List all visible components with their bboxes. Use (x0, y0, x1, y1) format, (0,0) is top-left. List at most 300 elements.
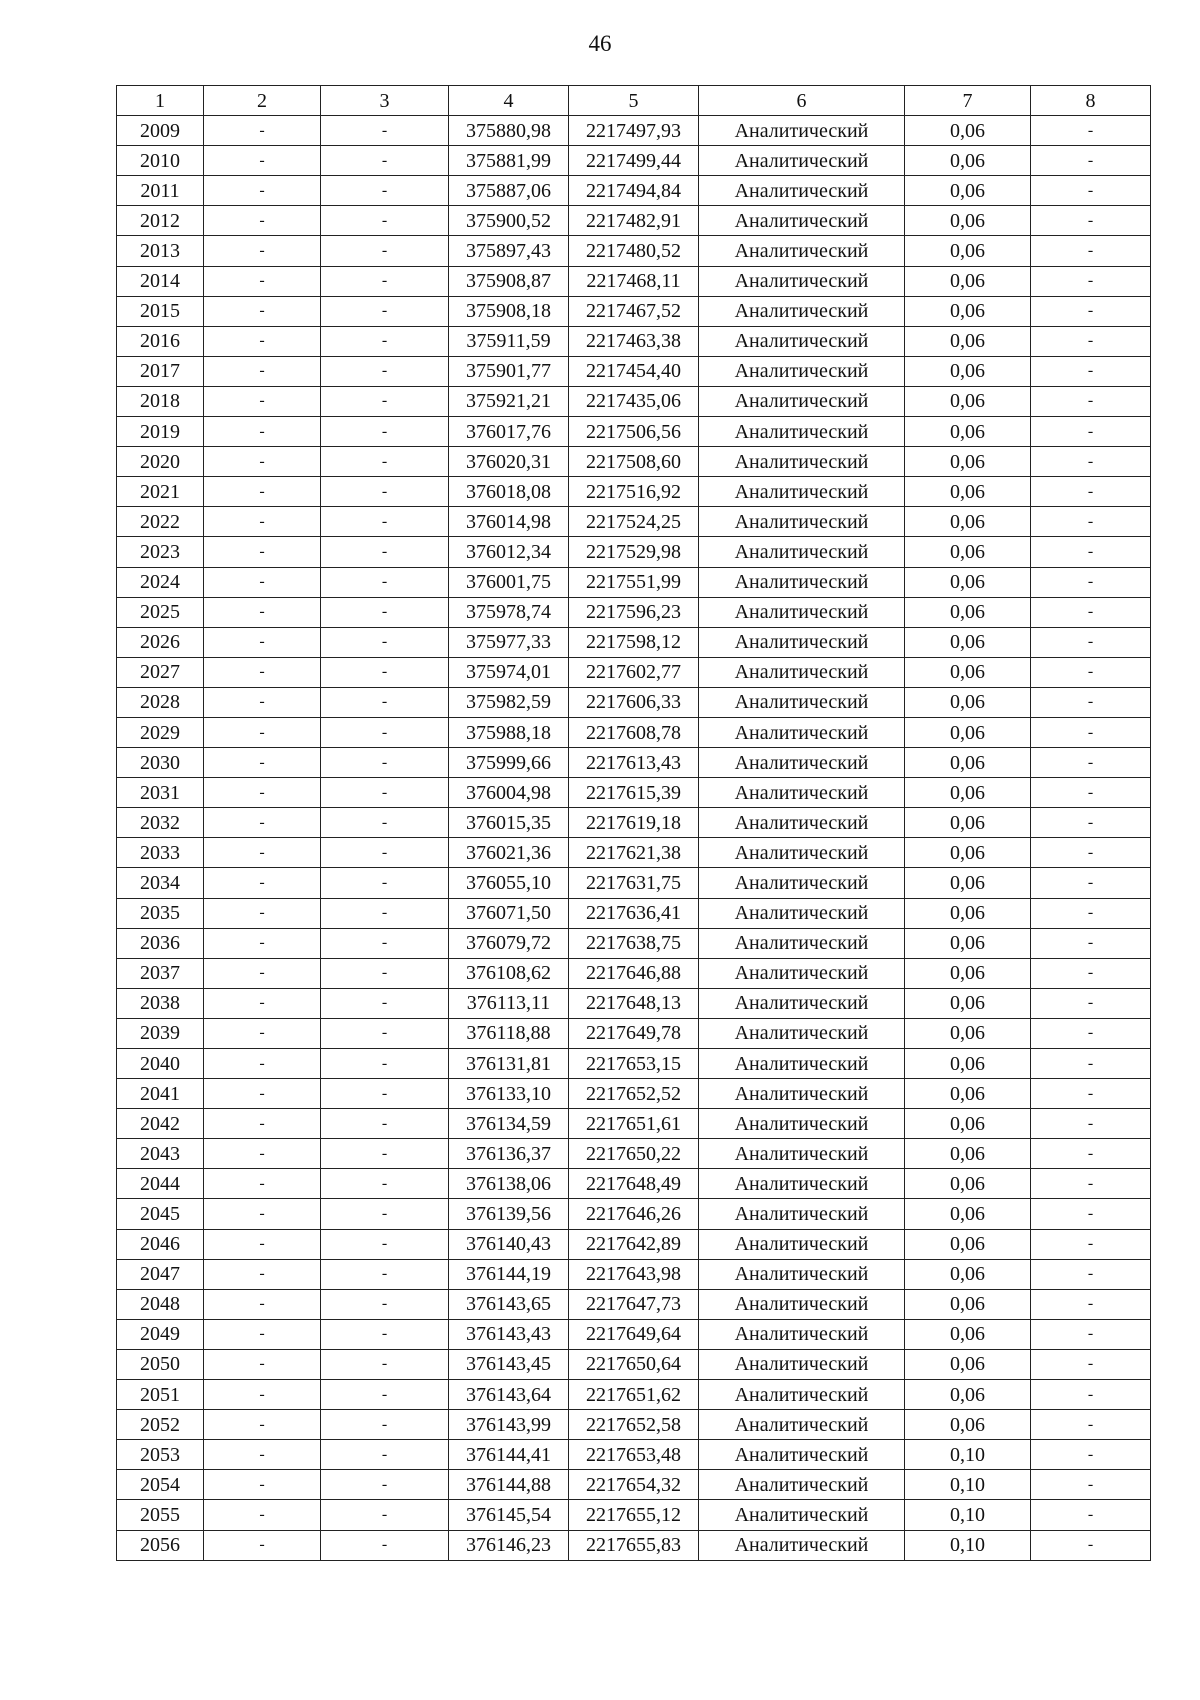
y-coordinate-cell: 2217524,25 (569, 507, 699, 537)
col-8-value-cell: - (1031, 808, 1151, 838)
precision-cell: 0,06 (905, 236, 1031, 266)
y-coordinate-cell: 2217650,22 (569, 1139, 699, 1169)
col-2-value-cell: - (204, 928, 321, 958)
column-header: 8 (1031, 86, 1151, 116)
method-cell: Аналитический (699, 988, 905, 1018)
method-cell: Аналитический (699, 1049, 905, 1079)
y-coordinate-cell: 2217648,13 (569, 988, 699, 1018)
col-8-value-cell: - (1031, 1349, 1151, 1379)
method-cell: Аналитический (699, 1229, 905, 1259)
precision-cell: 0,06 (905, 808, 1031, 838)
precision-cell: 0,06 (905, 296, 1031, 326)
col-2-value-cell: - (204, 386, 321, 416)
table-row (117, 567, 1151, 597)
point-number-cell: 2055 (117, 1500, 204, 1530)
precision-cell: 0,06 (905, 417, 1031, 447)
col-2-value-cell: - (204, 296, 321, 326)
precision-cell: 0,06 (905, 958, 1031, 988)
col-3-value-cell: - (321, 717, 449, 747)
point-number-cell: 2054 (117, 1470, 204, 1500)
col-3-value-cell: - (321, 868, 449, 898)
precision-cell: 0,06 (905, 1229, 1031, 1259)
y-coordinate-cell: 2217598,12 (569, 627, 699, 657)
col-2-value-cell: - (204, 447, 321, 477)
col-2-value-cell: - (204, 1440, 321, 1470)
col-8-value-cell: - (1031, 748, 1151, 778)
method-cell: Аналитический (699, 1139, 905, 1169)
table-row (117, 898, 1151, 928)
method-cell: Аналитический (699, 1018, 905, 1048)
method-cell: Аналитический (699, 1199, 905, 1229)
method-cell: Аналитический (699, 838, 905, 868)
point-number-cell: 2012 (117, 206, 204, 236)
table-row (117, 1470, 1151, 1500)
method-cell: Аналитический (699, 146, 905, 176)
col-2-value-cell: - (204, 356, 321, 386)
x-coordinate-cell: 376133,10 (449, 1079, 569, 1109)
point-number-cell: 2025 (117, 597, 204, 627)
point-number-cell: 2034 (117, 868, 204, 898)
y-coordinate-cell: 2217621,38 (569, 838, 699, 868)
y-coordinate-cell: 2217468,11 (569, 266, 699, 296)
y-coordinate-cell: 2217655,83 (569, 1530, 699, 1560)
col-2-value-cell: - (204, 266, 321, 296)
x-coordinate-cell: 376004,98 (449, 778, 569, 808)
precision-cell: 0,06 (905, 1109, 1031, 1139)
precision-cell: 0,06 (905, 1349, 1031, 1379)
table-row (117, 958, 1151, 988)
table-row (117, 868, 1151, 898)
point-number-cell: 2048 (117, 1289, 204, 1319)
x-coordinate-cell: 375921,21 (449, 386, 569, 416)
col-2-value-cell: - (204, 326, 321, 356)
col-3-value-cell: - (321, 1049, 449, 1079)
x-coordinate-cell: 376146,23 (449, 1530, 569, 1560)
y-coordinate-cell: 2217499,44 (569, 146, 699, 176)
x-coordinate-cell: 376071,50 (449, 898, 569, 928)
precision-cell: 0,06 (905, 386, 1031, 416)
table-body (117, 116, 1151, 1561)
col-8-value-cell: - (1031, 928, 1151, 958)
col-8-value-cell: - (1031, 1229, 1151, 1259)
col-2-value-cell: - (204, 748, 321, 778)
table-row (117, 1139, 1151, 1169)
col-2-value-cell: - (204, 657, 321, 687)
table-row (117, 417, 1151, 447)
precision-cell: 0,06 (905, 1410, 1031, 1440)
col-2-value-cell: - (204, 627, 321, 657)
col-3-value-cell: - (321, 236, 449, 266)
y-coordinate-cell: 2217651,62 (569, 1380, 699, 1410)
x-coordinate-cell: 375982,59 (449, 687, 569, 717)
method-cell: Аналитический (699, 808, 905, 838)
point-number-cell: 2037 (117, 958, 204, 988)
col-3-value-cell: - (321, 507, 449, 537)
y-coordinate-cell: 2217506,56 (569, 417, 699, 447)
x-coordinate-cell: 375908,87 (449, 266, 569, 296)
x-coordinate-cell: 375977,33 (449, 627, 569, 657)
col-8-value-cell: - (1031, 1470, 1151, 1500)
table-row (117, 386, 1151, 416)
table-row (117, 507, 1151, 537)
precision-cell: 0,06 (905, 116, 1031, 146)
y-coordinate-cell: 2217647,73 (569, 1289, 699, 1319)
point-number-cell: 2044 (117, 1169, 204, 1199)
table-row (117, 447, 1151, 477)
col-3-value-cell: - (321, 1470, 449, 1500)
x-coordinate-cell: 375911,59 (449, 326, 569, 356)
point-number-cell: 2056 (117, 1530, 204, 1560)
col-8-value-cell: - (1031, 778, 1151, 808)
table-row (117, 748, 1151, 778)
table-row (117, 1349, 1151, 1379)
col-3-value-cell: - (321, 537, 449, 567)
col-8-value-cell: - (1031, 1259, 1151, 1289)
precision-cell: 0,06 (905, 778, 1031, 808)
col-2-value-cell: - (204, 1349, 321, 1379)
precision-cell: 0,06 (905, 1139, 1031, 1169)
col-2-value-cell: - (204, 146, 321, 176)
col-8-value-cell: - (1031, 477, 1151, 507)
col-8-value-cell: - (1031, 1319, 1151, 1349)
point-number-cell: 2052 (117, 1410, 204, 1440)
col-2-value-cell: - (204, 597, 321, 627)
col-2-value-cell: - (204, 1018, 321, 1048)
col-3-value-cell: - (321, 266, 449, 296)
col-3-value-cell: - (321, 1018, 449, 1048)
method-cell: Аналитический (699, 868, 905, 898)
y-coordinate-cell: 2217602,77 (569, 657, 699, 687)
col-3-value-cell: - (321, 597, 449, 627)
precision-cell: 0,06 (905, 1289, 1031, 1319)
col-8-value-cell: - (1031, 988, 1151, 1018)
point-number-cell: 2043 (117, 1139, 204, 1169)
table-row (117, 1259, 1151, 1289)
y-coordinate-cell: 2217608,78 (569, 717, 699, 747)
col-3-value-cell: - (321, 567, 449, 597)
method-cell: Аналитический (699, 627, 905, 657)
col-8-value-cell: - (1031, 386, 1151, 416)
col-8-value-cell: - (1031, 717, 1151, 747)
x-coordinate-cell: 376143,64 (449, 1380, 569, 1410)
col-8-value-cell: - (1031, 898, 1151, 928)
col-8-value-cell: - (1031, 1410, 1151, 1440)
y-coordinate-cell: 2217516,92 (569, 477, 699, 507)
precision-cell: 0,06 (905, 838, 1031, 868)
table-row (117, 1319, 1151, 1349)
col-3-value-cell: - (321, 296, 449, 326)
x-coordinate-cell: 375974,01 (449, 657, 569, 687)
x-coordinate-cell: 376136,37 (449, 1139, 569, 1169)
table-row (117, 1169, 1151, 1199)
method-cell: Аналитический (699, 1410, 905, 1440)
col-8-value-cell: - (1031, 266, 1151, 296)
x-coordinate-cell: 376131,81 (449, 1049, 569, 1079)
col-2-value-cell: - (204, 1380, 321, 1410)
col-8-value-cell: - (1031, 1530, 1151, 1560)
x-coordinate-cell: 376144,19 (449, 1259, 569, 1289)
precision-cell: 0,06 (905, 176, 1031, 206)
col-8-value-cell: - (1031, 567, 1151, 597)
y-coordinate-cell: 2217508,60 (569, 447, 699, 477)
point-number-cell: 2053 (117, 1440, 204, 1470)
table-row (117, 597, 1151, 627)
y-coordinate-cell: 2217435,06 (569, 386, 699, 416)
table-row (117, 477, 1151, 507)
method-cell: Аналитический (699, 1259, 905, 1289)
col-2-value-cell: - (204, 1470, 321, 1500)
col-2-value-cell: - (204, 717, 321, 747)
table-header-row (117, 86, 1151, 116)
x-coordinate-cell: 376021,36 (449, 838, 569, 868)
precision-cell: 0,06 (905, 627, 1031, 657)
x-coordinate-cell: 376145,54 (449, 1500, 569, 1530)
method-cell: Аналитический (699, 266, 905, 296)
point-number-cell: 2045 (117, 1199, 204, 1229)
y-coordinate-cell: 2217482,91 (569, 206, 699, 236)
y-coordinate-cell: 2217649,78 (569, 1018, 699, 1048)
precision-cell: 0,06 (905, 477, 1031, 507)
method-cell: Аналитический (699, 116, 905, 146)
point-number-cell: 2047 (117, 1259, 204, 1289)
method-cell: Аналитический (699, 1440, 905, 1470)
method-cell: Аналитический (699, 1319, 905, 1349)
col-8-value-cell: - (1031, 868, 1151, 898)
column-header: 3 (321, 86, 449, 116)
x-coordinate-cell: 376118,88 (449, 1018, 569, 1048)
table-row (117, 1410, 1151, 1440)
col-8-value-cell: - (1031, 627, 1151, 657)
col-2-value-cell: - (204, 868, 321, 898)
page-number: 46 (588, 31, 612, 56)
column-header: 6 (699, 86, 905, 116)
col-2-value-cell: - (204, 1259, 321, 1289)
table-row (117, 236, 1151, 266)
point-number-cell: 2014 (117, 266, 204, 296)
y-coordinate-cell: 2217638,75 (569, 928, 699, 958)
table-row (117, 296, 1151, 326)
col-3-value-cell: - (321, 1199, 449, 1229)
y-coordinate-cell: 2217494,84 (569, 176, 699, 206)
precision-cell: 0,06 (905, 687, 1031, 717)
col-2-value-cell: - (204, 1410, 321, 1440)
point-number-cell: 2017 (117, 356, 204, 386)
col-8-value-cell: - (1031, 657, 1151, 687)
method-cell: Аналитический (699, 898, 905, 928)
point-number-cell: 2029 (117, 717, 204, 747)
y-coordinate-cell: 2217649,64 (569, 1319, 699, 1349)
y-coordinate-cell: 2217652,52 (569, 1079, 699, 1109)
point-number-cell: 2015 (117, 296, 204, 326)
col-2-value-cell: - (204, 236, 321, 266)
x-coordinate-cell: 376143,65 (449, 1289, 569, 1319)
x-coordinate-cell: 376055,10 (449, 868, 569, 898)
col-3-value-cell: - (321, 1109, 449, 1139)
precision-cell: 0,10 (905, 1500, 1031, 1530)
method-cell: Аналитический (699, 537, 905, 567)
col-2-value-cell: - (204, 116, 321, 146)
x-coordinate-cell: 375999,66 (449, 748, 569, 778)
precision-cell: 0,10 (905, 1530, 1031, 1560)
column-header: 5 (569, 86, 699, 116)
col-2-value-cell: - (204, 1530, 321, 1560)
table-row (117, 657, 1151, 687)
table-row (117, 1289, 1151, 1319)
table-row (117, 1079, 1151, 1109)
precision-cell: 0,06 (905, 567, 1031, 597)
method-cell: Аналитический (699, 1169, 905, 1199)
y-coordinate-cell: 2217596,23 (569, 597, 699, 627)
col-8-value-cell: - (1031, 417, 1151, 447)
x-coordinate-cell: 375897,43 (449, 236, 569, 266)
x-coordinate-cell: 376108,62 (449, 958, 569, 988)
col-2-value-cell: - (204, 1139, 321, 1169)
method-cell: Аналитический (699, 597, 905, 627)
col-3-value-cell: - (321, 808, 449, 838)
method-cell: Аналитический (699, 778, 905, 808)
col-3-value-cell: - (321, 958, 449, 988)
col-8-value-cell: - (1031, 1109, 1151, 1139)
x-coordinate-cell: 376018,08 (449, 477, 569, 507)
col-3-value-cell: - (321, 386, 449, 416)
point-number-cell: 2021 (117, 477, 204, 507)
col-8-value-cell: - (1031, 1079, 1151, 1109)
point-number-cell: 2028 (117, 687, 204, 717)
y-coordinate-cell: 2217646,88 (569, 958, 699, 988)
col-3-value-cell: - (321, 1410, 449, 1440)
column-header: 1 (117, 86, 204, 116)
y-coordinate-cell: 2217653,48 (569, 1440, 699, 1470)
method-cell: Аналитический (699, 477, 905, 507)
col-2-value-cell: - (204, 687, 321, 717)
x-coordinate-cell: 376014,98 (449, 507, 569, 537)
point-number-cell: 2031 (117, 778, 204, 808)
y-coordinate-cell: 2217651,61 (569, 1109, 699, 1139)
method-cell: Аналитический (699, 1109, 905, 1139)
col-2-value-cell: - (204, 958, 321, 988)
col-3-value-cell: - (321, 1289, 449, 1319)
x-coordinate-cell: 375881,99 (449, 146, 569, 176)
method-cell: Аналитический (699, 1289, 905, 1319)
precision-cell: 0,06 (905, 1199, 1031, 1229)
x-coordinate-cell: 375900,52 (449, 206, 569, 236)
col-2-value-cell: - (204, 1229, 321, 1259)
x-coordinate-cell: 376020,31 (449, 447, 569, 477)
col-2-value-cell: - (204, 1500, 321, 1530)
col-3-value-cell: - (321, 417, 449, 447)
col-3-value-cell: - (321, 116, 449, 146)
col-3-value-cell: - (321, 1349, 449, 1379)
method-cell: Аналитический (699, 567, 905, 597)
y-coordinate-cell: 2217643,98 (569, 1259, 699, 1289)
col-2-value-cell: - (204, 537, 321, 567)
col-8-value-cell: - (1031, 1139, 1151, 1169)
point-number-cell: 2035 (117, 898, 204, 928)
method-cell: Аналитический (699, 447, 905, 477)
point-number-cell: 2033 (117, 838, 204, 868)
col-8-value-cell: - (1031, 958, 1151, 988)
coordinates-table (116, 85, 1151, 1561)
col-8-value-cell: - (1031, 236, 1151, 266)
point-number-cell: 2024 (117, 567, 204, 597)
col-8-value-cell: - (1031, 1380, 1151, 1410)
x-coordinate-cell: 376140,43 (449, 1229, 569, 1259)
table-row (117, 627, 1151, 657)
col-2-value-cell: - (204, 1169, 321, 1199)
x-coordinate-cell: 376143,45 (449, 1349, 569, 1379)
col-8-value-cell: - (1031, 838, 1151, 868)
y-coordinate-cell: 2217497,93 (569, 116, 699, 146)
y-coordinate-cell: 2217480,52 (569, 236, 699, 266)
y-coordinate-cell: 2217606,33 (569, 687, 699, 717)
point-number-cell: 2018 (117, 386, 204, 416)
x-coordinate-cell: 376139,56 (449, 1199, 569, 1229)
col-3-value-cell: - (321, 1530, 449, 1560)
col-8-value-cell: - (1031, 537, 1151, 567)
col-3-value-cell: - (321, 687, 449, 717)
precision-cell: 0,06 (905, 748, 1031, 778)
col-3-value-cell: - (321, 146, 449, 176)
column-header: 7 (905, 86, 1031, 116)
precision-cell: 0,06 (905, 898, 1031, 928)
method-cell: Аналитический (699, 717, 905, 747)
method-cell: Аналитический (699, 206, 905, 236)
col-8-value-cell: - (1031, 1440, 1151, 1470)
point-number-cell: 2036 (117, 928, 204, 958)
col-3-value-cell: - (321, 356, 449, 386)
col-3-value-cell: - (321, 447, 449, 477)
col-3-value-cell: - (321, 928, 449, 958)
col-8-value-cell: - (1031, 1049, 1151, 1079)
precision-cell: 0,06 (905, 1079, 1031, 1109)
table-row (117, 206, 1151, 236)
column-header: 2 (204, 86, 321, 116)
col-2-value-cell: - (204, 477, 321, 507)
point-number-cell: 2040 (117, 1049, 204, 1079)
point-number-cell: 2038 (117, 988, 204, 1018)
precision-cell: 0,06 (905, 356, 1031, 386)
x-coordinate-cell: 375988,18 (449, 717, 569, 747)
y-coordinate-cell: 2217654,32 (569, 1470, 699, 1500)
precision-cell: 0,06 (905, 206, 1031, 236)
x-coordinate-cell: 376012,34 (449, 537, 569, 567)
precision-cell: 0,06 (905, 1049, 1031, 1079)
method-cell: Аналитический (699, 326, 905, 356)
method-cell: Аналитический (699, 1530, 905, 1560)
table-row (117, 116, 1151, 146)
y-coordinate-cell: 2217631,75 (569, 868, 699, 898)
col-2-value-cell: - (204, 1199, 321, 1229)
col-8-value-cell: - (1031, 176, 1151, 206)
precision-cell: 0,06 (905, 266, 1031, 296)
precision-cell: 0,06 (905, 146, 1031, 176)
col-2-value-cell: - (204, 1049, 321, 1079)
x-coordinate-cell: 375880,98 (449, 116, 569, 146)
point-number-cell: 2013 (117, 236, 204, 266)
y-coordinate-cell: 2217642,89 (569, 1229, 699, 1259)
col-3-value-cell: - (321, 1259, 449, 1289)
method-cell: Аналитический (699, 1349, 905, 1379)
col-3-value-cell: - (321, 1500, 449, 1530)
table-row (117, 1109, 1151, 1139)
y-coordinate-cell: 2217619,18 (569, 808, 699, 838)
table-row (117, 266, 1151, 296)
method-cell: Аналитический (699, 958, 905, 988)
col-3-value-cell: - (321, 1380, 449, 1410)
x-coordinate-cell: 375887,06 (449, 176, 569, 206)
col-8-value-cell: - (1031, 507, 1151, 537)
col-3-value-cell: - (321, 1139, 449, 1169)
